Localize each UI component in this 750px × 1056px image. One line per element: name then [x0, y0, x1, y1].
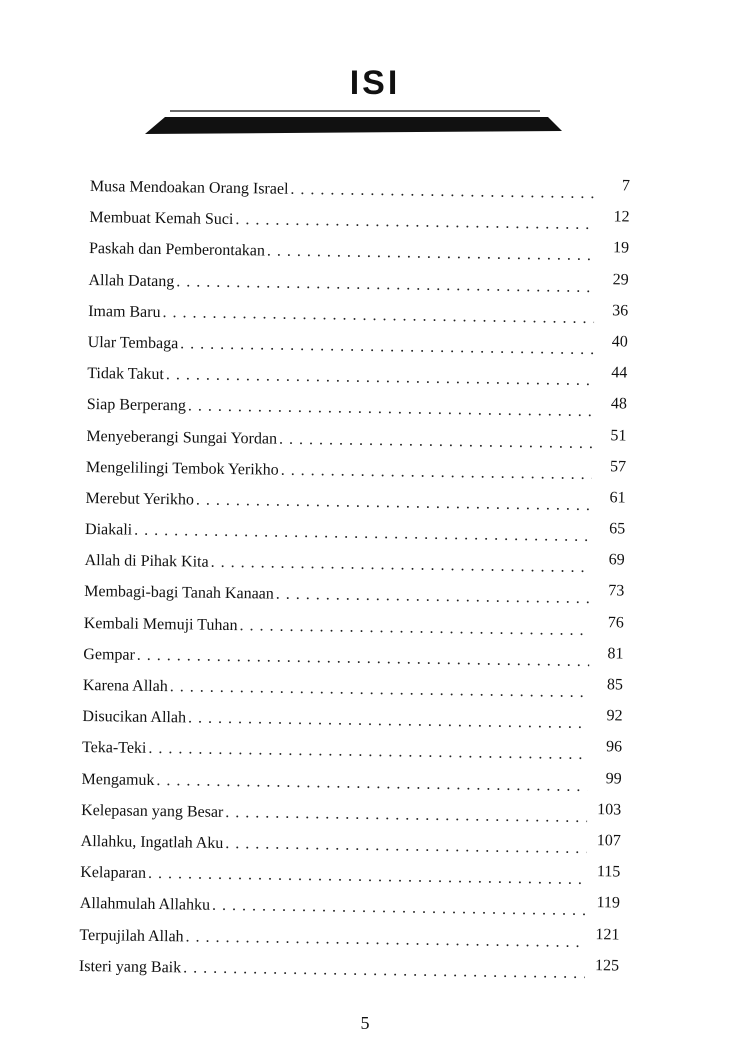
toc-entry-page: 48 [610, 395, 628, 413]
toc-entry-title: Musa Mendoakan Orang Israel [89, 178, 289, 198]
toc-entry-page: 7 [621, 177, 631, 195]
toc-entry-page: 96 [605, 738, 623, 756]
toc-entry-page: 19 [612, 239, 630, 257]
dot-leader [225, 835, 587, 858]
toc-entry-title: Membuat Kemah Suci [89, 209, 234, 229]
toc-entry-page: 61 [609, 489, 626, 507]
toc-entry-page: 103 [597, 800, 622, 819]
toc-entry-title: Teka-Teki [81, 739, 147, 758]
toc-entry-title: Terpujilah Allah [79, 926, 184, 945]
dot-leader [281, 461, 592, 483]
toc-entry-title: Isteri yang Baik [78, 957, 182, 977]
toc-entry-page: 85 [606, 676, 624, 694]
toc-entry-title: Gempar [83, 645, 135, 664]
dot-leader [279, 430, 593, 452]
title-underline-rule [140, 108, 565, 138]
toc-entry-title: Mengamuk [81, 770, 155, 789]
toc-entry-title: Diakali [84, 521, 133, 539]
toc-entry-title: Allahku, Ingatlah Aku [80, 832, 224, 852]
toc-entry-title: Allah di Pihak Kita [84, 552, 209, 571]
page-number: 5 [360, 1013, 370, 1033]
toc-entry-page: 81 [607, 645, 624, 663]
toc-entry-page: 36 [612, 302, 629, 320]
toc-entry-title: Imam Baru [88, 302, 161, 321]
toc-entry-title: Siap Berperang [86, 396, 187, 415]
toc-entry-title: Allahmulah Allahku [79, 895, 211, 915]
dot-leader [212, 897, 586, 920]
dot-leader [267, 243, 595, 266]
toc-entry-page: 12 [613, 208, 630, 226]
toc-entry-page: 115 [596, 863, 621, 881]
toc-entry-title: Tidak Takut [87, 365, 165, 384]
toc-entry-title: Kembali Memuji Tuhan [83, 614, 238, 634]
toc-entry-title: Mengelilingi Tembok Yerikho [85, 458, 279, 479]
toc-entry-page: 125 [594, 956, 620, 975]
toc-entry-title: Merebut Yerikho [85, 489, 195, 509]
dot-leader [235, 211, 595, 234]
toc-entry-title: Menyeberangi Sungai Yordan [86, 427, 278, 448]
dot-leader [239, 617, 589, 640]
dot-leader [290, 181, 596, 203]
toc-entry-title: Membagi-bagi Tanah Kanaan [84, 583, 274, 604]
toc-entry-page: 40 [611, 333, 628, 351]
toc-entry-page: 57 [609, 457, 627, 476]
toc-entry-page: 99 [605, 769, 622, 788]
toc-entry-title: Kelepasan yang Besar [81, 801, 224, 821]
toc-entry [79, 958, 619, 997]
toc-entry-title: Karena Allah [82, 676, 168, 696]
toc-entry-page: 121 [595, 925, 620, 943]
toc-entry-title: Allah Datang [88, 271, 175, 290]
table-of-contents [79, 178, 630, 996]
toc-entry-page: 107 [596, 832, 621, 850]
toc-entry-page: 29 [612, 270, 629, 289]
page-title: ISI [349, 64, 401, 102]
toc-entry-title: Kelaparan [80, 864, 147, 882]
toc-entry-page: 44 [611, 364, 628, 382]
toc-entry-title: Ular Tembaga [87, 333, 179, 353]
toc-entry-page: 76 [607, 613, 624, 632]
dot-leader [225, 804, 587, 827]
toc-entry-page: 69 [608, 551, 625, 569]
toc-entry-page: 119 [596, 894, 621, 912]
toc-entry-page: 73 [608, 582, 625, 600]
toc-entry-title: Disucikan Allah [82, 708, 187, 727]
toc-entry-title: Paskah dan Pemberontakan [88, 240, 266, 260]
toc-entry-page: 51 [610, 426, 627, 445]
dot-leader [276, 586, 591, 608]
toc-entry-page: 92 [606, 707, 623, 725]
toc-entry-page: 65 [609, 520, 626, 538]
